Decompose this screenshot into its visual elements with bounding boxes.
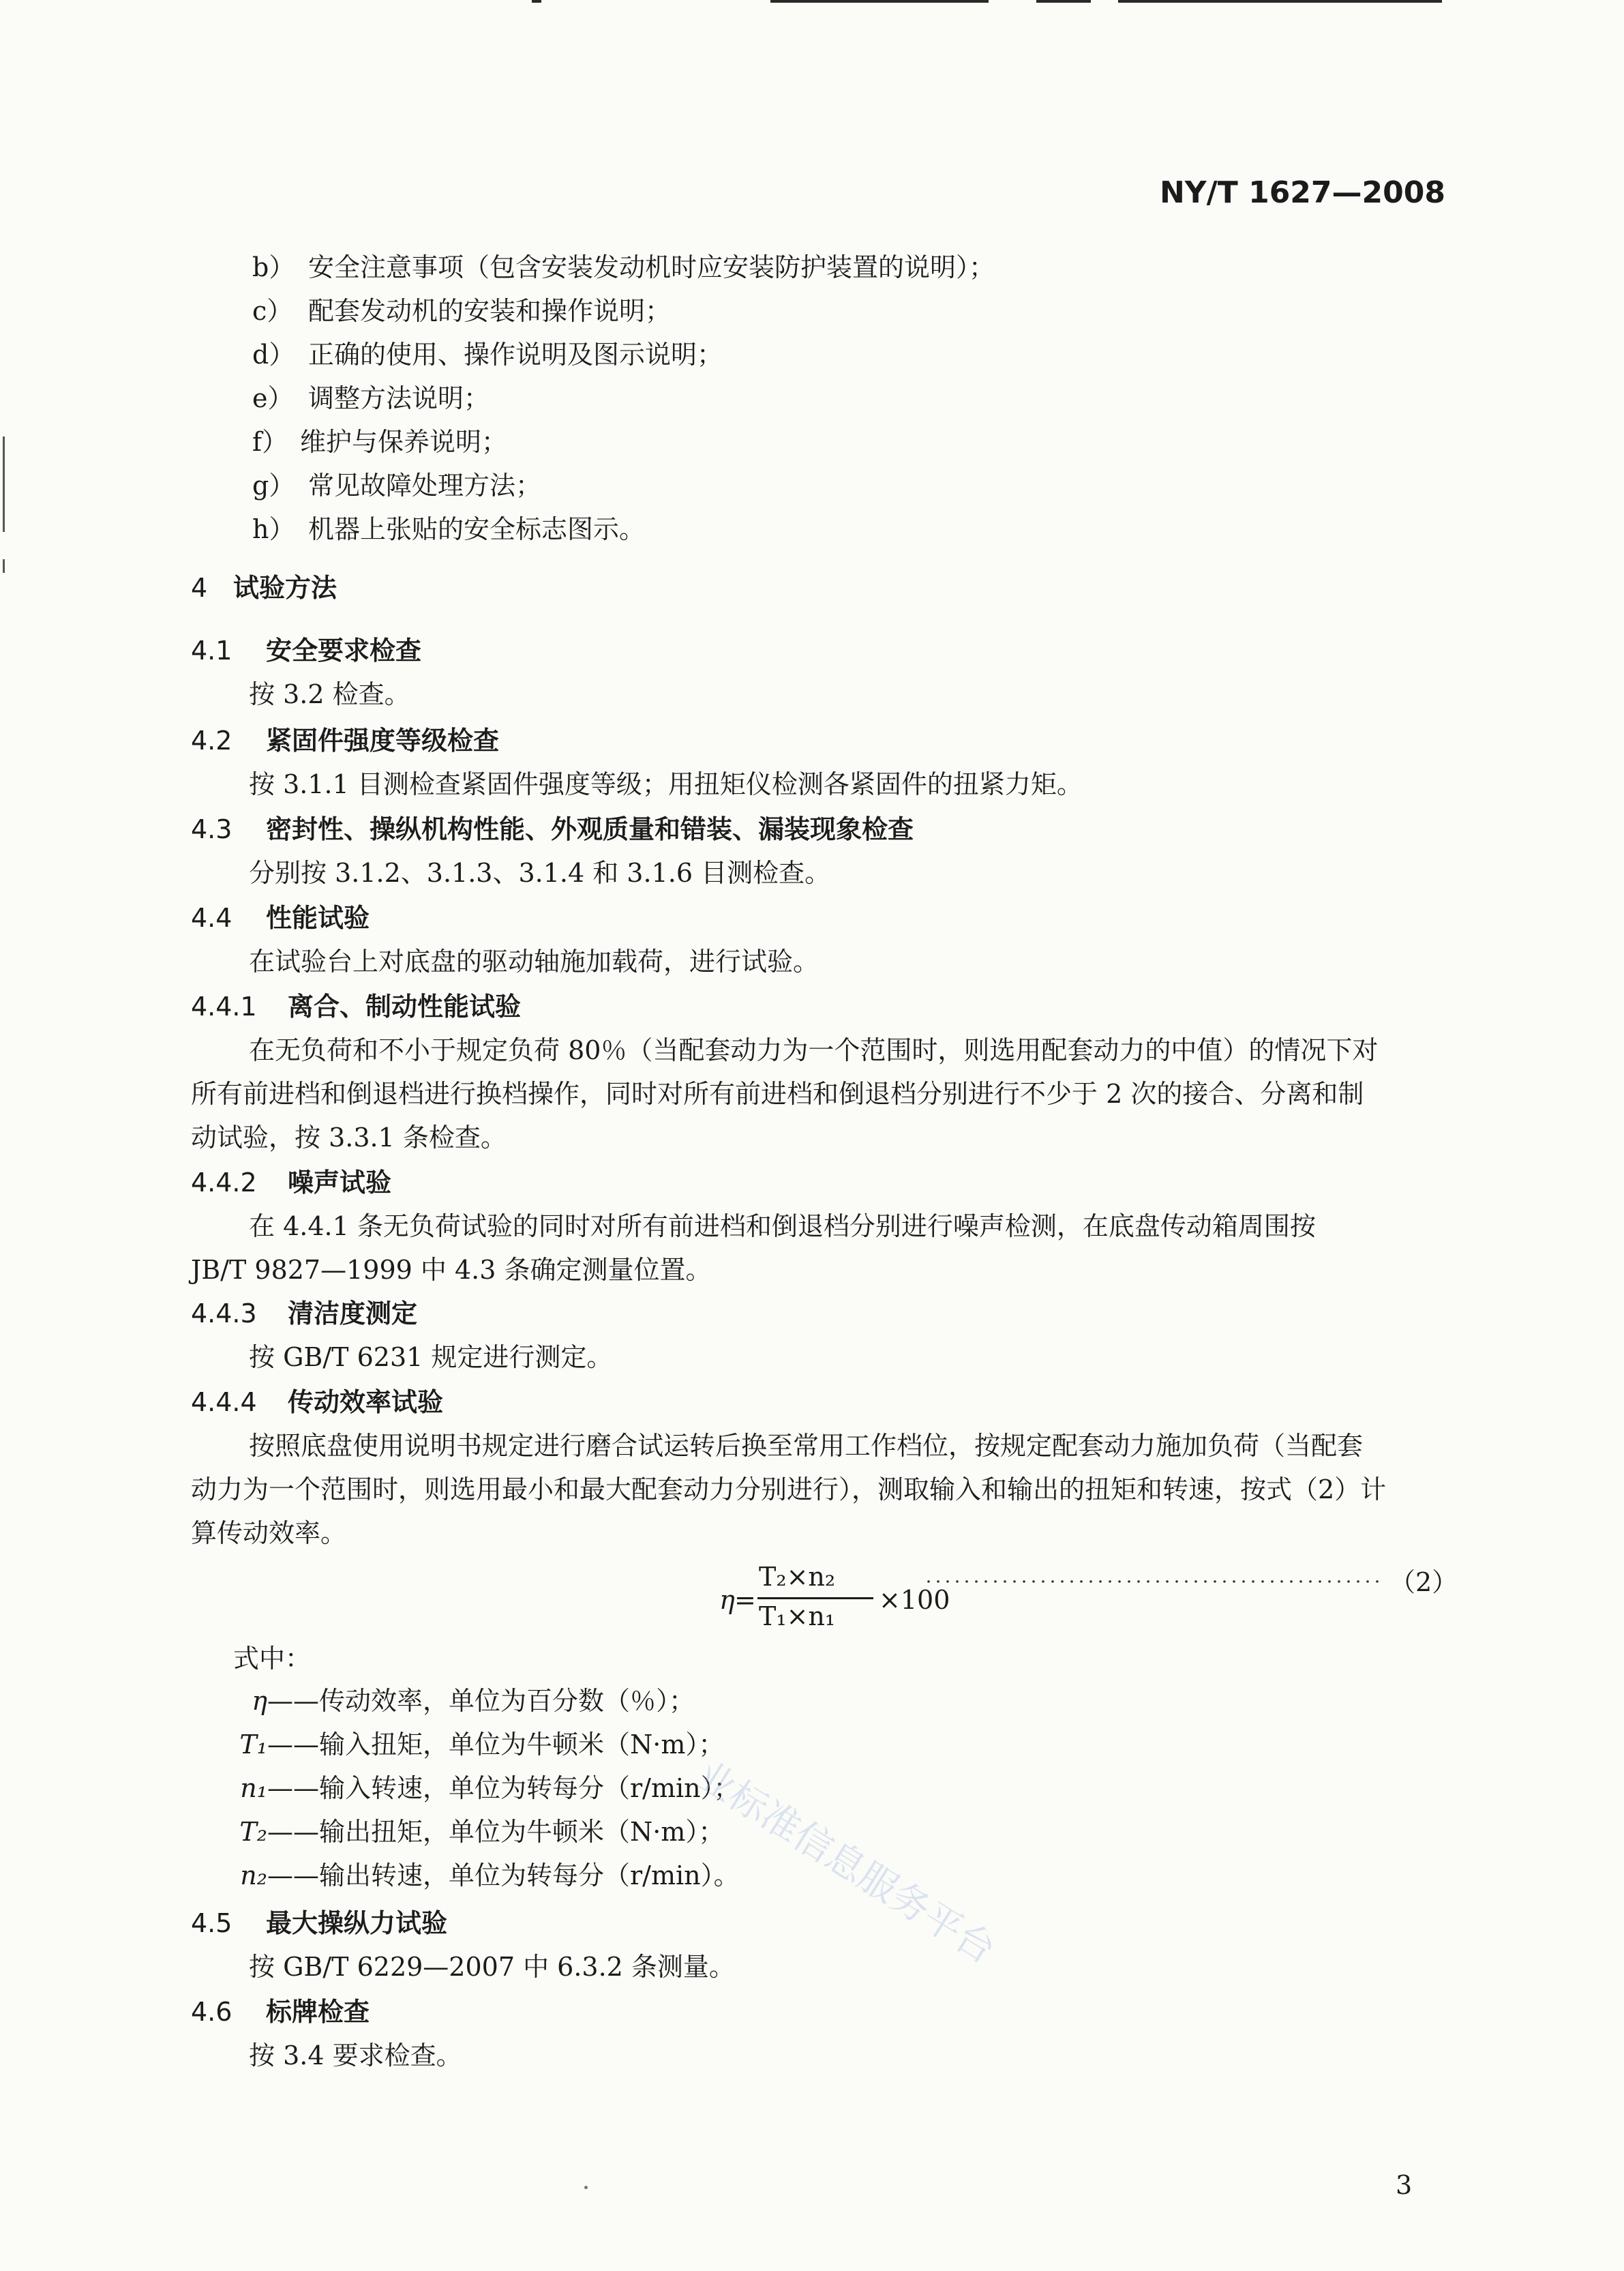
list-item-label: f） — [252, 427, 288, 457]
formula-equals: = — [734, 1585, 756, 1615]
list-item — [252, 426, 507, 458]
list-item-label: d） — [252, 340, 295, 370]
section-number: 4.3 — [191, 814, 232, 844]
list-item — [252, 295, 671, 327]
section-title: 密封性、操纵机构性能、外观质量和错装、漏装现象检查 — [266, 814, 914, 844]
list-item-text: 配套发动机的安装和操作说明； — [308, 296, 672, 326]
watermark: 业标准信息服务平台 — [688, 1753, 1004, 1973]
section-heading — [191, 1297, 417, 1330]
formula-leader-dots — [924, 1579, 1381, 1584]
paragraph: 分别按 3.1.2、3.1.3、3.1.4 和 3.1.6 目测检查。 — [249, 858, 831, 888]
formula-number: （2） — [1389, 1567, 1458, 1597]
section-title: 标牌检查 — [266, 1997, 370, 2027]
section-number: 4 — [191, 573, 208, 603]
formula-numerator: T₂×n₂ — [759, 1562, 836, 1592]
scan-edge-mark — [3, 436, 5, 477]
paragraph: 在试验台上对底盘的驱动轴施加载荷，进行试验。 — [249, 947, 819, 977]
page-number: 3 — [1396, 2170, 1413, 2200]
section-heading — [191, 1386, 443, 1419]
section-number: 4.1 — [191, 636, 232, 666]
list-item — [252, 338, 723, 371]
where-definition: ——输入扭矩，单位为牛顿米（N·m）； — [267, 1730, 725, 1760]
list-item-text: 常见故障处理方法； — [308, 471, 542, 501]
where-item — [233, 1728, 724, 1761]
section-number: 4.6 — [191, 1997, 232, 2027]
where-definition: ——输出转速，单位为转每分（r/min）。 — [267, 1860, 740, 1890]
section-heading — [191, 634, 421, 667]
section-heading — [191, 572, 337, 604]
section-heading — [191, 724, 499, 757]
where-item — [233, 1815, 724, 1848]
formula-multiplier: ×100 — [879, 1585, 950, 1615]
where-symbol: n₁ — [240, 1773, 267, 1803]
scan-artifact — [1036, 0, 1091, 3]
paragraph: 按 3.2 检查。 — [249, 679, 410, 709]
where-item — [233, 1859, 740, 1892]
list-item-label: b） — [252, 252, 295, 282]
section-heading — [191, 902, 370, 934]
section-heading — [191, 1995, 370, 2028]
paragraph-line: 按照底盘使用说明书规定进行磨合试运转后换至常用工作档位，按规定配套动力施加负荷（当配套 — [249, 1431, 1364, 1461]
scan-edge-mark — [3, 559, 5, 573]
section-number: 4.4.1 — [191, 992, 257, 1022]
scan-dot — [584, 2186, 588, 2189]
list-item — [252, 513, 645, 546]
section-title: 噪声试验 — [288, 1168, 392, 1198]
paragraph-line: 在 4.4.1 条无负荷试验的同时对所有前进档和倒退档分别进行噪声检测，在底盘传动箱周围按 — [249, 1211, 1316, 1241]
paragraph-line: 算传动效率。 — [191, 1518, 347, 1548]
where-symbol: n₂ — [240, 1860, 267, 1890]
section-title: 清洁度测定 — [288, 1298, 418, 1329]
section-title: 性能试验 — [266, 903, 370, 933]
where-symbol: T₂ — [239, 1817, 267, 1847]
section-title: 传动效率试验 — [288, 1387, 444, 1417]
list-item-label: h） — [252, 514, 295, 544]
where-definition: ——输入转速，单位为转每分（r/min）； — [267, 1773, 740, 1803]
paragraph-line: 动力为一个范围时，则选用最小和最大配套动力分别进行），测取输入和输出的扭矩和转速，按式（2）计 — [191, 1474, 1387, 1504]
where-symbol: η — [252, 1686, 267, 1716]
list-item — [252, 251, 995, 284]
fraction-bar — [757, 1597, 873, 1599]
section-number: 4.2 — [191, 726, 232, 756]
list-item-label: e） — [252, 383, 294, 413]
section-heading — [191, 990, 521, 1023]
list-item-text: 机器上张贴的安全标志图示。 — [308, 514, 646, 544]
section-number: 4.4.2 — [191, 1168, 257, 1198]
section-number: 4.4.4 — [191, 1387, 257, 1417]
paragraph: 按 GB/T 6231 规定进行测定。 — [249, 1342, 613, 1372]
scan-edge-mark — [3, 477, 5, 532]
list-item-text: 维护与保养说明； — [300, 427, 508, 457]
scan-artifact — [770, 0, 989, 3]
section-title: 最大操纵力试验 — [266, 1908, 448, 1938]
where-definition: ——传动效率，单位为百分数（％）； — [267, 1686, 695, 1716]
section-number: 4.4.3 — [191, 1298, 257, 1329]
section-title: 紧固件强度等级检查 — [266, 726, 500, 756]
section-heading — [191, 1907, 447, 1940]
list-item-text: 安全注意事项（包含安装发动机时应安装防护装置的说明）； — [308, 252, 995, 282]
paragraph: 按 3.1.1 目测检查紧固件强度等级；用扭矩仪检测各紧固件的扭紧力矩。 — [249, 769, 1083, 799]
list-item-text: 调整方法说明； — [308, 383, 490, 413]
list-item-label: c） — [252, 296, 293, 326]
paragraph: 按 GB/T 6229—2007 中 6.3.2 条测量。 — [249, 1952, 735, 1982]
paragraph: 按 3.4 要求检查。 — [249, 2040, 462, 2070]
scan-artifact — [532, 0, 541, 3]
list-item — [252, 469, 541, 502]
where-intro: 式中： — [233, 1644, 312, 1674]
list-item — [252, 382, 490, 415]
paragraph-line: 动试验，按 3.3.1 条检查。 — [191, 1123, 507, 1153]
list-item-label: g） — [252, 471, 295, 501]
section-number: 4.4 — [191, 903, 232, 933]
paragraph-line: 在无负荷和不小于规定负荷 80％（当配套动力为一个范围时，则选用配套动力的中值）的情况下对 — [249, 1035, 1379, 1065]
list-item-text: 正确的使用、操作说明及图示说明； — [308, 340, 723, 370]
paragraph-line: JB/T 9827—1999 中 4.3 条确定测量位置。 — [191, 1255, 712, 1285]
where-symbol: T₁ — [239, 1730, 267, 1760]
section-title: 安全要求检查 — [266, 636, 422, 666]
formula-denominator: T₁×n₁ — [759, 1601, 836, 1631]
formula-lhs: η — [719, 1585, 735, 1615]
section-heading — [191, 1166, 391, 1199]
scan-artifact — [1118, 0, 1442, 3]
section-heading — [191, 813, 914, 846]
section-number: 4.5 — [191, 1908, 232, 1938]
where-item — [233, 1684, 695, 1717]
where-item — [233, 1772, 740, 1805]
section-title: 试验方法 — [233, 573, 337, 603]
paragraph-line: 所有前进档和倒退档进行换档操作，同时对所有前进档和倒退档分别进行不少于 2 次的接合、分离和制 — [191, 1079, 1364, 1109]
section-title: 离合、制动性能试验 — [288, 992, 522, 1022]
document-id: NY/T 1627—2008 — [1159, 175, 1445, 210]
where-definition: ——输出扭矩，单位为牛顿米（N·m）； — [267, 1817, 725, 1847]
